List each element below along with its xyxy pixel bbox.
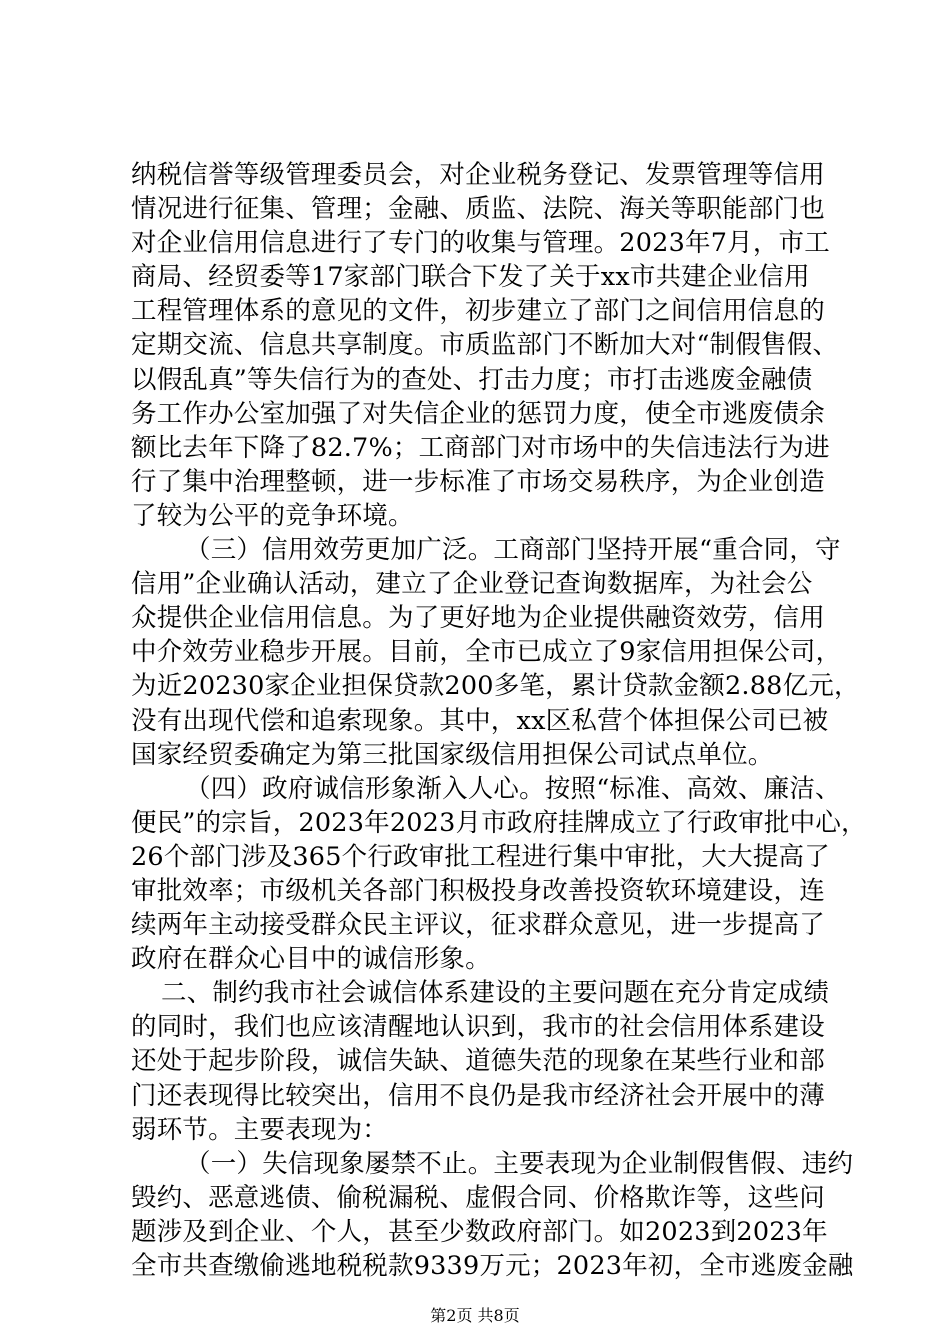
text-line: 弱环节。主要表现为： — [131, 1114, 389, 1145]
text-line: 续两年主动接受群众民主评议，征求群众意见，进一步提高了 — [131, 910, 825, 941]
text-line: 门还表现得比较突出，信用不良仍是我市经济社会开展中的薄 — [131, 1080, 825, 1111]
text-line: 对企业信用信息进行了专门的收集与管理。2023年7月，市工 — [131, 228, 830, 259]
text-line: 额比去年下降了82.7%；工商部门对市场中的失信违法行为进 — [131, 432, 830, 463]
text-line: 还处于起步阶段，诚信失缺、道德失范的现象在某些行业和部 — [131, 1046, 825, 1077]
text-line: 的同时，我们也应该清醒地认识到，我市的社会信用体系建设 — [131, 1012, 825, 1043]
text-line: 没有出现代偿和追索现象。其中，xx区私营个体担保公司已被 — [131, 705, 829, 736]
text-line: 行了集中治理整顿，进一步标准了市场交易秩序，为企业创造 — [131, 466, 825, 497]
text-line: 26个部门涉及365个行政审批工程进行集中审批，大大提高了 — [131, 841, 830, 872]
text-line: 工程管理体系的意见的文件，初步建立了部门之间信用信息的 — [131, 296, 825, 327]
text-line: 商局、经贸委等17家部门联合下发了关于xx市共建企业信用 — [131, 262, 810, 293]
text-line: 全市共查缴偷逃地税税款9339万元；2023年初，全市逃废金融 — [131, 1251, 854, 1281]
text-line: 情况进行征集、管理；金融、质监、法院、海关等职能部门也 — [131, 194, 825, 225]
text-line: 定期交流、信息共享制度。市质监部门不断加大对“制假售假、 — [131, 330, 839, 361]
text-line: 以假乱真”等失信行为的查处、打击力度；市打击逃废金融债 — [131, 364, 813, 395]
text-line: 审批效率；市级机关各部门积极投身改善投资软环境建设，连 — [131, 875, 825, 906]
text-line: 了较为公平的竞争环境。 — [131, 500, 414, 531]
text-line: 便民”的宗旨，2023年2023月市政府挂牌成立了行政审批中心， — [131, 807, 867, 838]
text-line: 国家经贸委确定为第三批国家级信用担保公司试点单位。 — [131, 739, 774, 770]
paragraph-start-line: （三）信用效劳更加广泛。工商部门坚持开展“重合同，守 — [185, 535, 841, 566]
page-footer — [0, 1306, 950, 1326]
text-line: 务工作办公室加强了对失信企业的惩罚力度，使全市逃废债余 — [131, 398, 825, 429]
text-line: 众提供企业信用信息。为了更好地为企业提供融资效劳，信用 — [131, 603, 825, 634]
text-line: 题涉及到企业、个人，甚至少数政府部门。如2023到2023年 — [131, 1216, 828, 1247]
text-line: 纳税信誉等级管理委员会，对企业税务登记、发票管理等信用 — [131, 160, 825, 190]
text-line: 毁约、恶意逃债、偷税漏税、虚假合同、价格欺诈等，这些问 — [131, 1182, 825, 1213]
text-line: 信用”企业确认活动，建立了企业登记查询数据库，为社会公 — [131, 569, 813, 600]
body-text — [131, 158, 867, 1283]
section-heading-line: 二、制约我市社会诚信体系建设的主要问题在充分肯定成绩 — [161, 978, 830, 1009]
text-line: 中介效劳业稳步开展。目前，全市已成立了9家信用担保公司， — [131, 637, 842, 668]
page-number: 第2页 共8页 — [430, 1306, 520, 1325]
paragraph-start-line: （四）政府诚信形象渐入人心。按照“标准、高效、廉洁、 — [185, 773, 841, 804]
text-line: 政府在群众心目中的诚信形象。 — [131, 944, 491, 975]
paragraph-start-line: （一）失信现象屡禁不止。主要表现为企业制假售假、违约 — [185, 1148, 854, 1179]
text-line: 为近20230家企业担保贷款200多笔，累计贷款金额2.88亿元， — [131, 671, 860, 702]
